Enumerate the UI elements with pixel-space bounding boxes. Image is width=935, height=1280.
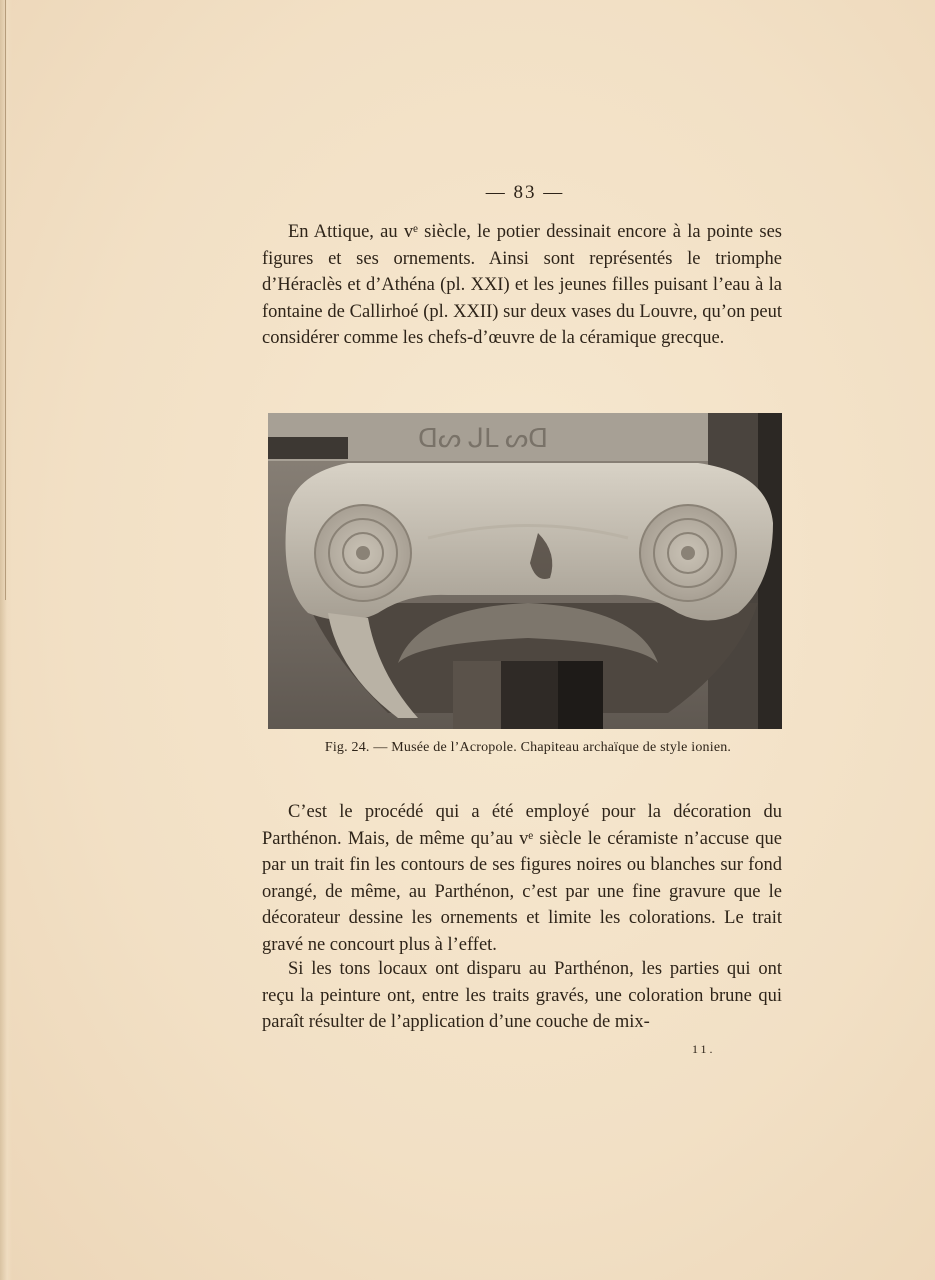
page-number: — 83 — <box>485 182 565 203</box>
paragraph-3-text: Si les tons locaux ont disparu au Parthénon, les parties qui ont reçu la peinture ont, entre les traits gravés, une coloration brune qui paraît résulter de l’application d’une couche de mix- <box>262 959 782 1033</box>
binding-line <box>5 0 6 600</box>
paragraph-3 <box>262 956 782 1036</box>
paragraph-1-text: En Attique, au vᵉ siècle, le potier dessinait encore à la pointe ses figures et ses ornements. Ainsi sont représentés le triomphe d’Héraclès et d’Athéna (pl. XXI) et les jeunes filles puisant l’eau à la fontaine de Callirhoé (pl. XXII) sur deux vases du Louvre, qu’on peut considérer comme les chefs-d’œuvre de la céramique grecque. <box>262 222 782 349</box>
paragraph-1 <box>262 219 782 352</box>
figure-caption: Fig. 24. — Musée de l’Acropole. Chapiteau archaïque de style ionien. <box>324 740 732 755</box>
svg-text:ᗡᔕ ᒍᒪ ᔕᗡ: ᗡᔕ ᒍᒪ ᔕᗡ <box>418 424 549 453</box>
paragraph-2-text: C’est le procédé qui a été employé pour la décoration du Parthénon. Mais, de même qu’au vᵉ siècle le céramiste n’accuse que par un trait fin les contours de ses figures noires ou blanches sur fond orangé, de même, au Parthénon, c’est par une fine gravure que le décorateur dessine les ornements et limite les colorations. Le trait gravé ne concourt plus à l’effet. <box>262 802 782 955</box>
signature-mark: 11. <box>692 1042 716 1056</box>
ionic-capital-photo <box>268 413 782 729</box>
figure-photograph-ionic-capital <box>268 413 782 729</box>
paragraph-2 <box>262 799 782 959</box>
